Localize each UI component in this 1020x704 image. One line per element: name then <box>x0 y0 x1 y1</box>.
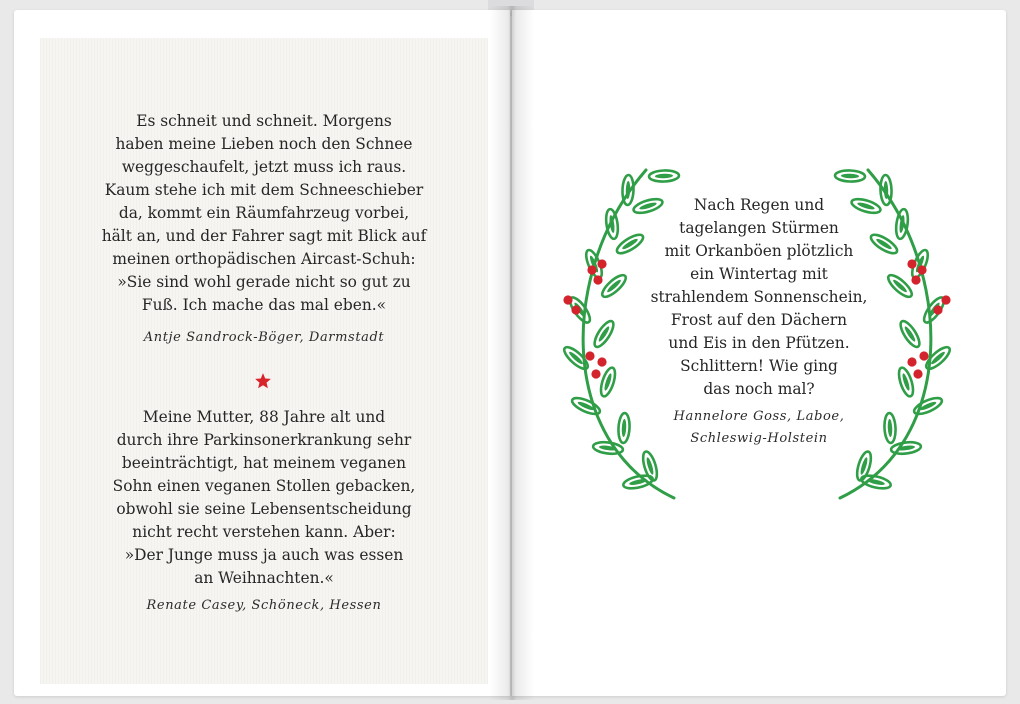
story-line: Kaum stehe ich mit dem Schneeschieber <box>104 181 424 199</box>
story-text-1 <box>40 110 488 317</box>
story-line: mit Orkanböen plötzlich <box>664 242 854 260</box>
right-page <box>512 10 1006 696</box>
story-line: Schlittern! Wie ging <box>680 357 838 375</box>
story-line: Meine Mutter, 88 Jahre alt und <box>142 408 386 426</box>
story-line: strahlendem Sonnenschein, <box>650 288 868 306</box>
story-line: das noch mal? <box>703 380 815 398</box>
story-line: beeinträchtigt, hat meinem veganen <box>121 454 407 472</box>
story-line: an Weihnachten.« <box>194 569 334 587</box>
story-line: obwohl sie seine Lebensentscheidung <box>116 500 412 518</box>
author-line: Hannelore Goss, Laboe, <box>673 409 845 424</box>
story-line: haben meine Lieben noch den Schnee <box>115 135 413 153</box>
story-text-2 <box>40 406 488 590</box>
author-3 <box>512 406 1006 450</box>
author-2: Renate Casey, Schöneck, Hessen <box>146 598 382 613</box>
story-line: tagelangen Stürmen <box>679 219 839 237</box>
story-line: nicht recht verstehen kann. Aber: <box>132 523 396 541</box>
author-line: Schleswig-Holstein <box>690 431 828 446</box>
story-line: »Der Junge muss ja auch was essen <box>124 546 404 564</box>
star-icon <box>254 372 272 390</box>
story-line: da, kommt ein Räumfahrzeug vorbei, <box>118 204 410 222</box>
story-line: meinen orthopädischen Aircast-Schuh: <box>112 250 416 268</box>
story-line: Es schneit und schneit. Morgens <box>136 112 392 130</box>
story-text-3 <box>512 194 1006 401</box>
author-1: Antje Sandrock-Böger, Darmstadt <box>143 330 385 345</box>
story-line: Nach Regen und <box>693 196 825 214</box>
left-page <box>14 10 510 696</box>
story-line: ein Wintertag mit <box>690 265 828 283</box>
story-line: hält an, und der Fahrer sagt mit Blick auf <box>101 227 427 245</box>
story-line: weggeschaufelt, jetzt muss ich raus. <box>121 158 407 176</box>
story-line: Fuß. Ich mache das mal eben.« <box>141 296 387 314</box>
story-line: und Eis in den Pfützen. <box>668 334 850 352</box>
story-line: »Sie sind wohl gerade nicht so gut zu <box>117 273 411 291</box>
story-line: Sohn einen veganen Stollen gebacken, <box>112 477 416 495</box>
story-line: Frost auf den Dächern <box>670 311 848 329</box>
story-line: durch ihre Parkinsonerkrankung sehr <box>116 431 412 449</box>
quote-panel <box>40 38 488 684</box>
